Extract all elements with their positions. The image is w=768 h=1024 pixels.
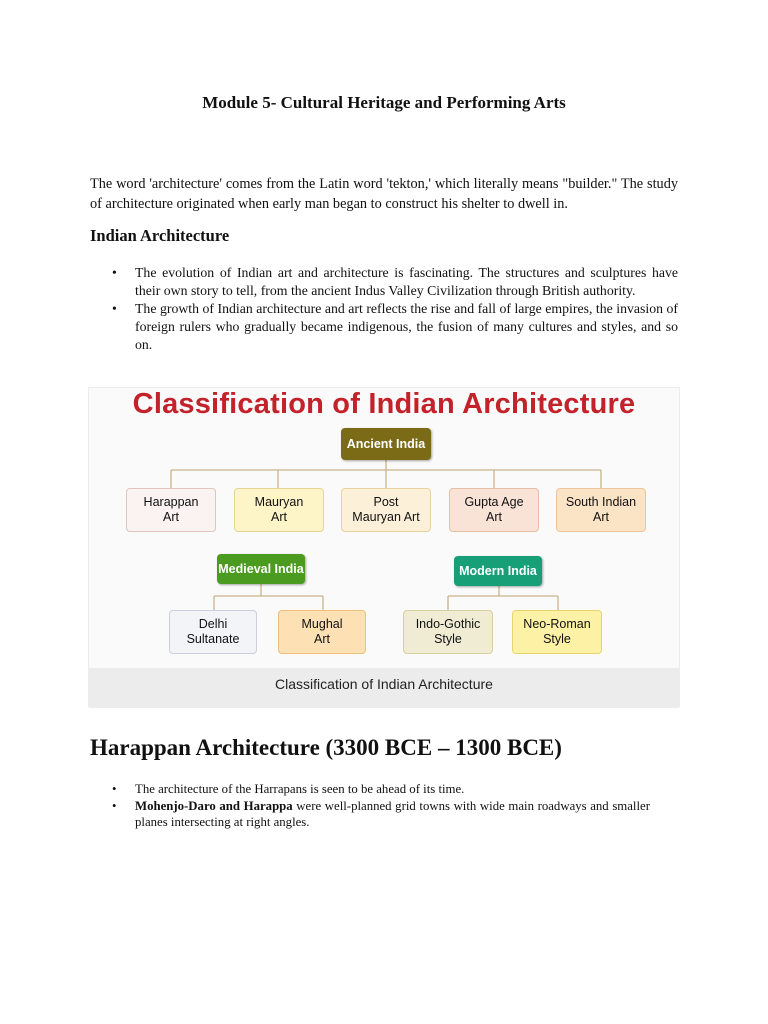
- list-item-text-rest: were well-planned grid towns with wide main roadways and smaller planes intersecting at right angles.: [135, 798, 650, 829]
- list-item-text: [135, 799, 650, 830]
- figure-title: Classification of Indian Architecture: [132, 388, 636, 420]
- node-mughal-art: Mughal Art: [278, 610, 366, 654]
- intro-paragraph: The word 'architecture' comes from the Latin word 'tekton,' which literally means "builder." The study of architecture originated when early man began to construct his shelter to dwell in.: [90, 176, 678, 212]
- node-mauryan-art: Mauryan Art: [234, 488, 324, 532]
- node-gupta-age-art: Gupta Age Art: [449, 488, 539, 532]
- bold-text: Mohenjo-Daro and Harappa: [135, 798, 293, 813]
- section-heading-indian-architecture: Indian Architecture: [90, 226, 230, 245]
- figure-caption: Classification of Indian Architecture: [275, 676, 493, 692]
- classification-figure: [88, 387, 680, 707]
- bullet-icon: •: [112, 782, 117, 796]
- node-delhi-sultanate: Delhi Sultanate: [169, 610, 257, 654]
- node-harappan-art: Harappan Art: [126, 488, 216, 532]
- section-heading-harappan-architecture: Harappan Architecture (3300 BCE – 1300 BCE): [90, 735, 562, 760]
- list-item-text: The evolution of Indian art and architecture is fascinating. The structures and sculptures have their own story to tell, from the ancient Indus Valley Civilization through British authority.: [135, 265, 678, 298]
- page-title: Module 5- Cultural Heritage and Performing Arts: [202, 93, 566, 112]
- node-neo-roman-style: Neo-Roman Style: [512, 610, 602, 654]
- list-item-text: The architecture of the Harrapans is seen to be ahead of its time.: [135, 782, 465, 796]
- list-item: [90, 781, 650, 798]
- bullet-list-indian-architecture: [90, 264, 678, 354]
- figure-caption-bar: [89, 668, 679, 708]
- node-medieval-india: Medieval India: [217, 554, 305, 584]
- node-post-mauryan-art: Post Mauryan Art: [341, 488, 431, 532]
- node-ancient-india: Ancient India: [341, 428, 431, 460]
- list-item: [90, 798, 650, 831]
- list-item: [90, 300, 678, 354]
- bullet-list-harappan: [90, 781, 650, 831]
- bullet-icon: •: [112, 301, 117, 316]
- list-item-text: The growth of Indian architecture and art reflects the rise and fall of large empires, the invasion of foreign rulers who gradually became indigenous, the fusion of many cultures and styles, and so on.: [135, 301, 678, 352]
- bullet-icon: •: [112, 265, 117, 280]
- node-indo-gothic-style: Indo-Gothic Style: [403, 610, 493, 654]
- bullet-icon: •: [112, 798, 117, 813]
- node-modern-india: Modern India: [454, 556, 542, 586]
- list-item: [90, 264, 678, 300]
- node-south-indian-art: South Indian Art: [556, 488, 646, 532]
